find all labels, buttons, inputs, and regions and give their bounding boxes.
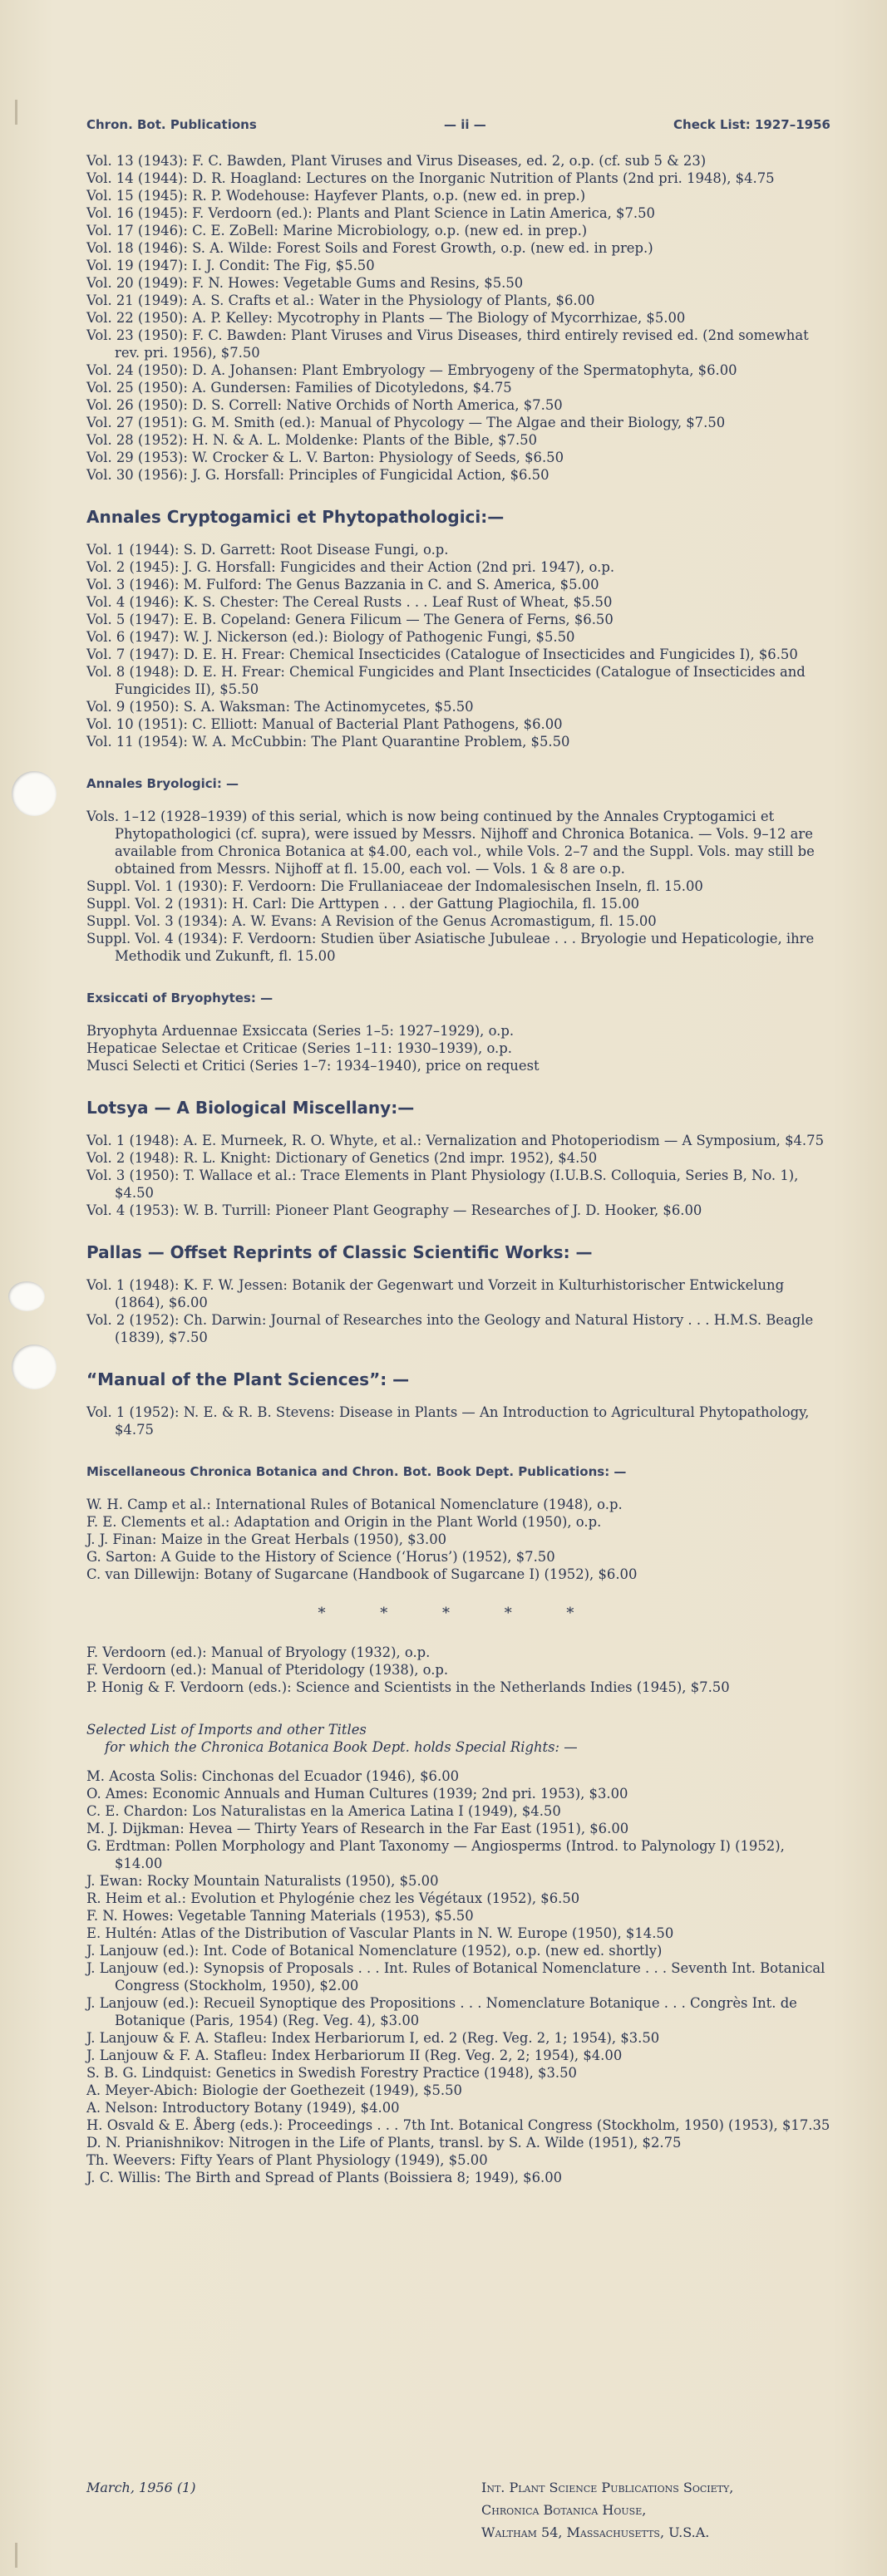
list-item: W. H. Camp et al.: International Rules of Botanical Nomenclature (1948), o.p. (86, 1497, 623, 1512)
list-item: Hepaticae Selectae et Criticae (Series 1–11: 1930–1939), o.p. (86, 1040, 512, 1056)
list-item: F. Verdoorn (ed.): Manual of Bryology (1932), o.p. (86, 1644, 431, 1660)
imports-title-line2: for which the Chronica Botanica Book Dept. holds Special Rights: — (105, 1739, 578, 1755)
list-item: Vol. 2 (1952): Ch. Darwin: Journal of Researches into the Geology and Natural History . . . H.M.S. Beagle (1839), $7.50 (86, 1312, 814, 1345)
list-item: D. N. Prianishnikov: Nitrogen in the Life of Plants, transl. by S. A. Wilde (1951), $2.75 (86, 2135, 682, 2151)
list-item: F. N. Howes: Vegetable Tanning Materials (1953), $5.50 (86, 1908, 474, 1924)
intro-list (86, 152, 830, 484)
punch-hole (8, 1281, 45, 1311)
list-item: C. E. Chardon: Los Naturalistas en la America Latina I (1949), $4.50 (86, 1803, 561, 1819)
publisher-line-3: Waltham 54, Massachusetts, U.S.A. (481, 2524, 710, 2540)
header-page-number: — ii — (444, 117, 486, 132)
list-item: Vol. 19 (1947): I. J. Condit: The Fig, $5.50 (86, 258, 375, 273)
list-item: J. Ewan: Rocky Mountain Naturalists (1950), $5.00 (86, 1873, 439, 1889)
list-item: H. Osvald & E. Åberg (eds.): Proceedings . . . 7th Int. Botanical Congress (Stockholm, 1950) (1953), $17.35 (86, 2117, 830, 2133)
list-item: S. B. G. Lindquist: Genetics in Swedish Forestry Practice (1948), $3.50 (86, 2065, 577, 2081)
header-right: Check List: 1927–1956 (673, 117, 830, 132)
annales-cryptogamici-list (86, 541, 830, 750)
page-footer (86, 2476, 830, 2544)
list-item: Vol. 8 (1948): D. E. H. Frear: Chemical Fungicides and Plant Insecticides (Catalogue of Insecticides and Fungicides II), $5.50 (86, 664, 806, 697)
header-left: Chron. Bot. Publications (86, 117, 257, 132)
punch-hole (12, 1345, 57, 1389)
list-item: M. J. Dijkman: Hevea — Thirty Years of Research in the Far East (1951), $6.00 (86, 1821, 629, 1836)
list-item: Suppl. Vol. 4 (1934): F. Verdoorn: Studien über Asiatische Jubuleae . . . Bryologie und Hepaticologie, ihre Methodik und Zukunft, fl. 15.00 (86, 931, 815, 964)
list-item: Vol. 2 (1948): R. L. Knight: Dictionary of Genetics (2nd impr. 1952), $4.50 (86, 1150, 598, 1166)
list-item: Vol. 26 (1950): D. S. Correll: Native Orchids of North America, $7.50 (86, 397, 563, 413)
list-item: Vol. 30 (1956): J. G. Horsfall: Principles of Fungicidal Action, $6.50 (86, 467, 549, 483)
list-item: Th. Weevers: Fifty Years of Plant Physiology (1949), $5.00 (86, 2152, 488, 2168)
list-item: J. Lanjouw & F. A. Stafleu: Index Herbariorum I, ed. 2 (Reg. Veg. 2, 1; 1954), $3.50 (86, 2030, 660, 2046)
list-item: Vol. 1 (1948): A. E. Murneek, R. O. Whyte, et al.: Vernalization and Photoperiodism — A Symposium, $4.75 (86, 1133, 824, 1148)
punch-hole (12, 771, 57, 816)
list-item: R. Heim et al.: Evolution et Phylogénie chez les Végétaux (1952), $6.50 (86, 1890, 580, 1906)
list-item: Suppl. Vol. 3 (1934): A. W. Evans: A Revision of the Genus Acromastigum, fl. 15.00 (86, 913, 657, 929)
list-item: Vol. 1 (1952): N. E. & R. B. Stevens: Disease in Plants — An Introduction to Agricultural Phytopathology, $4.75 (86, 1404, 810, 1438)
list-item: F. E. Clements et al.: Adaptation and Origin in the Plant World (1950), o.p. (86, 1514, 602, 1530)
list-item: A. Meyer-Abich: Biologie der Goethezeit (1949), $5.50 (86, 2082, 462, 2098)
list-item: A. Nelson: Introductory Botany (1949), $4.00 (86, 2100, 400, 2116)
list-item: F. Verdoorn (ed.): Manual of Pteridology (1938), o.p. (86, 1662, 449, 1678)
footer-publisher (481, 2476, 830, 2544)
list-item: J. J. Finan: Maize in the Great Herbals (1950), $3.00 (86, 1531, 447, 1547)
section-title-annales-cryptogamici: Annales Cryptogamici et Phytopathologici:— (86, 507, 505, 527)
list-item: Vol. 2 (1945): J. G. Horsfall: Fungicides and their Action (2nd pri. 1947), o.p. (86, 559, 615, 575)
list-item: J. Lanjouw (ed.): Int. Code of Botanical Nomenclature (1952), o.p. (new ed. shortly) (86, 1943, 663, 1959)
lotsya-list (86, 1132, 830, 1219)
list-item: Bryophyta Arduennae Exsiccata (Series 1–5: 1927–1929), o.p. (86, 1023, 515, 1039)
list-item: O. Ames: Economic Annuals and Human Cultures (1939; 2nd pri. 1953), $3.00 (86, 1786, 628, 1802)
list-item: Vol. 1 (1948): K. F. W. Jessen: Botanik der Gegenwart und Vorzeit in Kulturhistorischer Entwickelung (1864), $6.00 (86, 1277, 785, 1310)
list-item: Vol. 5 (1947): E. B. Copeland: Genera Filicum — The Genera of Ferns, $6.50 (86, 612, 614, 627)
list-item: Vol. 16 (1945): F. Verdoorn (ed.): Plants and Plant Science in Latin America, $7.50 (86, 205, 655, 221)
list-item: C. van Dillewijn: Botany of Sugarcane (Handbook of Sugarcane I) (1952), $6.00 (86, 1566, 638, 1582)
list-item: Vol. 6 (1947): W. J. Nickerson (ed.): Biology of Pathogenic Fungi, $5.50 (86, 629, 575, 645)
section-title-miscellaneous: Miscellaneous Chronica Botanica and Chron. Bot. Book Dept. Publications: — (86, 1464, 627, 1479)
list-item: Vol. 1 (1944): S. D. Garrett: Root Disease Fungi, o.p. (86, 542, 449, 558)
list-item: Vol. 22 (1950): A. P. Kelley: Mycotrophy in Plants — The Biology of Mycorrhizae, $5.00 (86, 310, 686, 326)
page-header (86, 116, 830, 134)
list-item: Suppl. Vol. 2 (1931): H. Carl: Die Arttypen . . . der Gattung Plagiochila, fl. 15.00 (86, 896, 640, 912)
list-item: Suppl. Vol. 1 (1930): F. Verdoorn: Die Frullaniaceae der Indomalesischen Inseln, fl. 15.00 (86, 878, 703, 894)
footer-date: March, 1956 (1) (86, 2480, 196, 2495)
section-title-lotsya: Lotsya — A Biological Miscellany:— (86, 1098, 415, 1118)
list-item: Vol. 9 (1950): S. A. Waksman: The Actinomycetes, $5.50 (86, 699, 474, 715)
list-item: J. Lanjouw (ed.): Recueil Synoptique des Propositions . . . Nomenclature Botanique . . . Congrès Int. de Botanique (Paris, 1954) (Reg. Veg. 4), $3.00 (86, 1995, 797, 2028)
list-item: P. Honig & F. Verdoorn (eds.): Science and Scientists in the Netherlands Indies (1945), $7.50 (86, 1679, 730, 1695)
list-item: J. Lanjouw (ed.): Synopsis of Proposals . . . Int. Rules of Botanical Nomenclature . . . Seventh Int. Botanical Congress (Stockholm, 1950), $2.00 (86, 1960, 825, 1993)
section-title-exsiccati: Exsiccati of Bryophytes: — (86, 991, 273, 1005)
list-item: Vol. 4 (1946): K. S. Chester: The Cereal Rusts . . . Leaf Rust of Wheat, $5.50 (86, 594, 613, 610)
edge-mark (15, 2543, 37, 2568)
edge-mark (15, 100, 37, 125)
list-item: G. Erdtman: Pollen Morphology and Plant Taxonomy — Angiosperms (Introd. to Palynology I) (1952), $14.00 (86, 1838, 785, 1871)
document-body (86, 116, 830, 2186)
list-item: Vol. 25 (1950): A. Gundersen: Families of Dicotyledons, $4.75 (86, 380, 512, 396)
publisher-line-2: Chronica Botanica House, (481, 2502, 647, 2518)
exsiccati-list (86, 1022, 830, 1074)
list-item: Vol. 11 (1954): W. A. McCubbin: The Plant Quarantine Problem, $5.50 (86, 734, 570, 750)
list-item: Vol. 3 (1950): T. Wallace et al.: Trace Elements in Plant Physiology (I.U.B.S. Colloquia, Series B, No. 1), $4.50 (86, 1168, 799, 1201)
list-item: Vol. 23 (1950): F. C. Bawden: Plant Viruses and Virus Diseases, third entirely revised ed. (2nd somewhat rev. pri. 1956), $7.50 (86, 327, 809, 361)
list-item: J. Lanjouw & F. A. Stafleu: Index Herbariorum II (Reg. Veg. 2, 2; 1954), $4.00 (86, 2048, 623, 2063)
list-item: Vol. 21 (1949): A. S. Crafts et al.: Water in the Physiology of Plants, $6.00 (86, 293, 595, 308)
miscellaneous-list-2 (86, 1644, 830, 1696)
annales-bryologici-list (86, 808, 830, 965)
list-item: Vol. 7 (1947): D. E. H. Frear: Chemical Insecticides (Catalogue of Insecticides and Fungicides I), $6.50 (86, 646, 798, 662)
list-item: Vol. 10 (1951): C. Elliott: Manual of Bacterial Plant Pathogens, $6.00 (86, 716, 563, 732)
section-title-annales-bryologici: Annales Bryologici: — (86, 776, 239, 791)
list-item: E. Hultén: Atlas of the Distribution of Vascular Plants in N. W. Europe (1950), $14.50 (86, 1925, 674, 1941)
list-item: Musci Selecti et Critici (Series 1–7: 1934–1940), price on request (86, 1058, 540, 1074)
list-item: Vol. 14 (1944): D. R. Hoagland: Lectures on the Inorganic Nutrition of Plants (2nd pri. 1948), $4.75 (86, 170, 775, 186)
manual-list (86, 1404, 830, 1438)
section-title-manual: “Manual of the Plant Sciences”: — (86, 1369, 410, 1389)
imports-title-line1: Selected List of Imports and other Titles (86, 1722, 367, 1738)
list-item: Vol. 20 (1949): F. N. Howes: Vegetable Gums and Resins, $5.50 (86, 275, 524, 291)
list-item: Vol. 13 (1943): F. C. Bawden, Plant Viruses and Virus Diseases, ed. 2, o.p. (cf. sub 5 & 23) (86, 153, 707, 169)
list-item: M. Acosta Solis: Cinchonas del Ecuador (1946), $6.00 (86, 1768, 460, 1784)
list-item: Vol. 27 (1951): G. M. Smith (ed.): Manual of Phycology — The Algae and their Biology, $7.50 (86, 415, 726, 430)
list-item: Vol. 29 (1953): W. Crocker & L. V. Barton: Physiology of Seeds, $6.50 (86, 450, 564, 465)
list-item: Vol. 4 (1953): W. B. Turrill: Pioneer Plant Geography — Researches of J. D. Hooker, $6.00 (86, 1202, 702, 1218)
section-title-pallas: Pallas — Offset Reprints of Classic Scientific Works: — (86, 1242, 593, 1262)
miscellaneous-list (86, 1496, 830, 1583)
section-title-imports (86, 1721, 830, 1756)
list-item: G. Sarton: A Guide to the History of Science (‘Horus’) (1952), $7.50 (86, 1549, 555, 1565)
list-item: Vol. 15 (1945): R. P. Wodehouse: Hayfever Plants, o.p. (new ed. in prep.) (86, 188, 586, 204)
list-item: Vols. 1–12 (1928–1939) of this serial, which is now being continued by the Annales Cryptogamici et Phytopathologici (cf. supra), were issued by Messrs. Nijhoff and Chronica Botanica. — Vols. 9–12 are available from Chronica Botanica at $4.00, each vol., while Vols. 2–7 and the Suppl. Vols. may still be obtained from Messrs. Nijhoff at fl. 15.00, each vol. — Vols. 1 & 8 are o.p. (86, 809, 815, 877)
list-item: Vol. 24 (1950): D. A. Johansen: Plant Embryology — Embryogeny of the Spermatophyta, $6.00 (86, 362, 737, 378)
list-item: Vol. 18 (1946): S. A. Wilde: Forest Soils and Forest Growth, o.p. (new ed. in prep.) (86, 240, 653, 256)
pallas-list (86, 1276, 830, 1346)
list-item: Vol. 17 (1946): C. E. ZoBell: Marine Microbiology, o.p. (new ed. in prep.) (86, 223, 588, 238)
separator-stars: * * * * * (318, 1605, 599, 1622)
publisher-line-1: Int. Plant Science Publications Society, (481, 2480, 734, 2495)
list-item: J. C. Willis: The Birth and Spread of Plants (Boissiera 8; 1949), $6.00 (86, 2170, 563, 2185)
list-item: Vol. 3 (1946): M. Fulford: The Genus Bazzania in C. and S. America, $5.00 (86, 577, 599, 592)
imports-list (86, 1767, 830, 2186)
list-item: Vol. 28 (1952): H. N. & A. L. Moldenke: Plants of the Bible, $7.50 (86, 432, 538, 448)
